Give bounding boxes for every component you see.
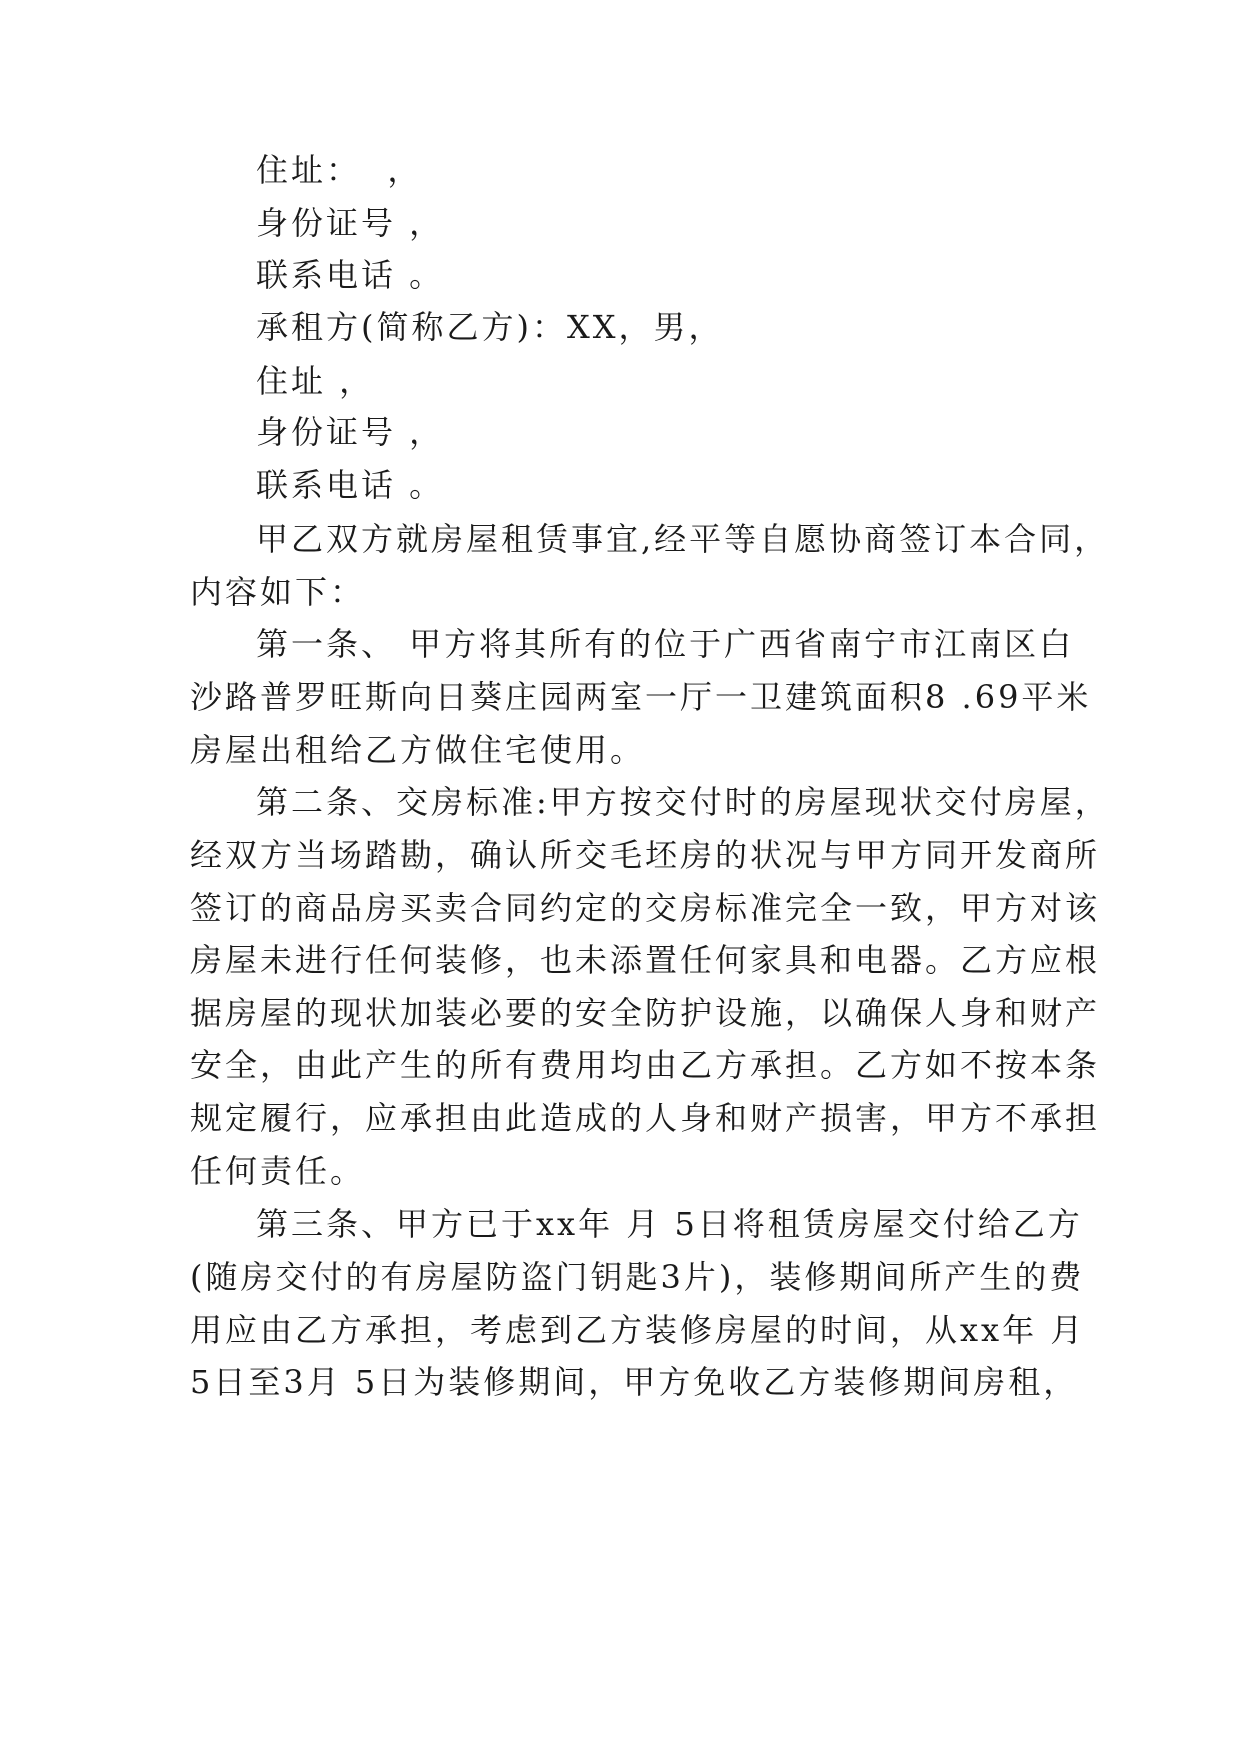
article-3-line: 用应由乙方承担，考虑到乙方装修房屋的时间，从xx年 月 xyxy=(190,1311,1086,1349)
article-2-line: 签订的商品房买卖合同约定的交房标准完全一致，甲方对该 xyxy=(190,889,1101,927)
article-2-line: 经双方当场踏勘，确认所交毛坯房的状况与甲方同开发商所 xyxy=(190,836,1101,874)
article-2-line: 任何责任。 xyxy=(190,1152,366,1190)
lessor-phone: 联系电话 。 xyxy=(256,256,445,294)
article-2-line: 第二条、交房标准:甲方按交付时的房屋现状交付房屋， xyxy=(256,783,1110,821)
article-2-line: 安全，由此产生的所有费用均由乙方承担。乙方如不按本条 xyxy=(190,1046,1101,1084)
lessee-title: 承租方(简称乙方)：XX，男， xyxy=(256,308,724,346)
article-1-line: 第一条、 甲方将其所有的位于广西省南宁市江南区白 xyxy=(256,625,1075,663)
article-1-line: 沙路普罗旺斯向日葵庄园两室一厅一卫建筑面积8 .69平米 xyxy=(190,678,1092,716)
article-2-line: 规定履行，应承担由此造成的人身和财产损害，甲方不承担 xyxy=(190,1099,1101,1137)
lessee-id-number: 身份证号 ， xyxy=(256,413,445,451)
intro-line: 内容如下： xyxy=(190,573,366,611)
intro-line: 甲乙双方就房屋租赁事宜,经平等自愿协商签订本合同， xyxy=(256,520,1110,558)
article-1-line: 房屋出租给乙方做住宅使用。 xyxy=(190,731,646,769)
article-2-line: 据房屋的现状加装必要的安全防护设施，以确保人身和财产 xyxy=(190,994,1101,1032)
lessee-phone: 联系电话 。 xyxy=(256,466,445,504)
article-3-line: 5日至3月 5日为装修期间，甲方免收乙方装修期间房租， xyxy=(190,1363,1079,1401)
article-3-line: 第三条、甲方已于xx年 月 5日将租赁房屋交付给乙方 xyxy=(256,1205,1083,1243)
lessor-address: 住址： ， xyxy=(256,151,423,189)
lessor-id-number: 身份证号 ， xyxy=(256,204,445,242)
article-3-line: (随房交付的有房屋防盗门钥匙3片)，装修期间所产生的费 xyxy=(190,1258,1085,1296)
article-2-line: 房屋未进行任何装修，也未添置任何家具和电器。乙方应根 xyxy=(190,941,1101,979)
lessee-address: 住址 ， xyxy=(256,362,375,400)
